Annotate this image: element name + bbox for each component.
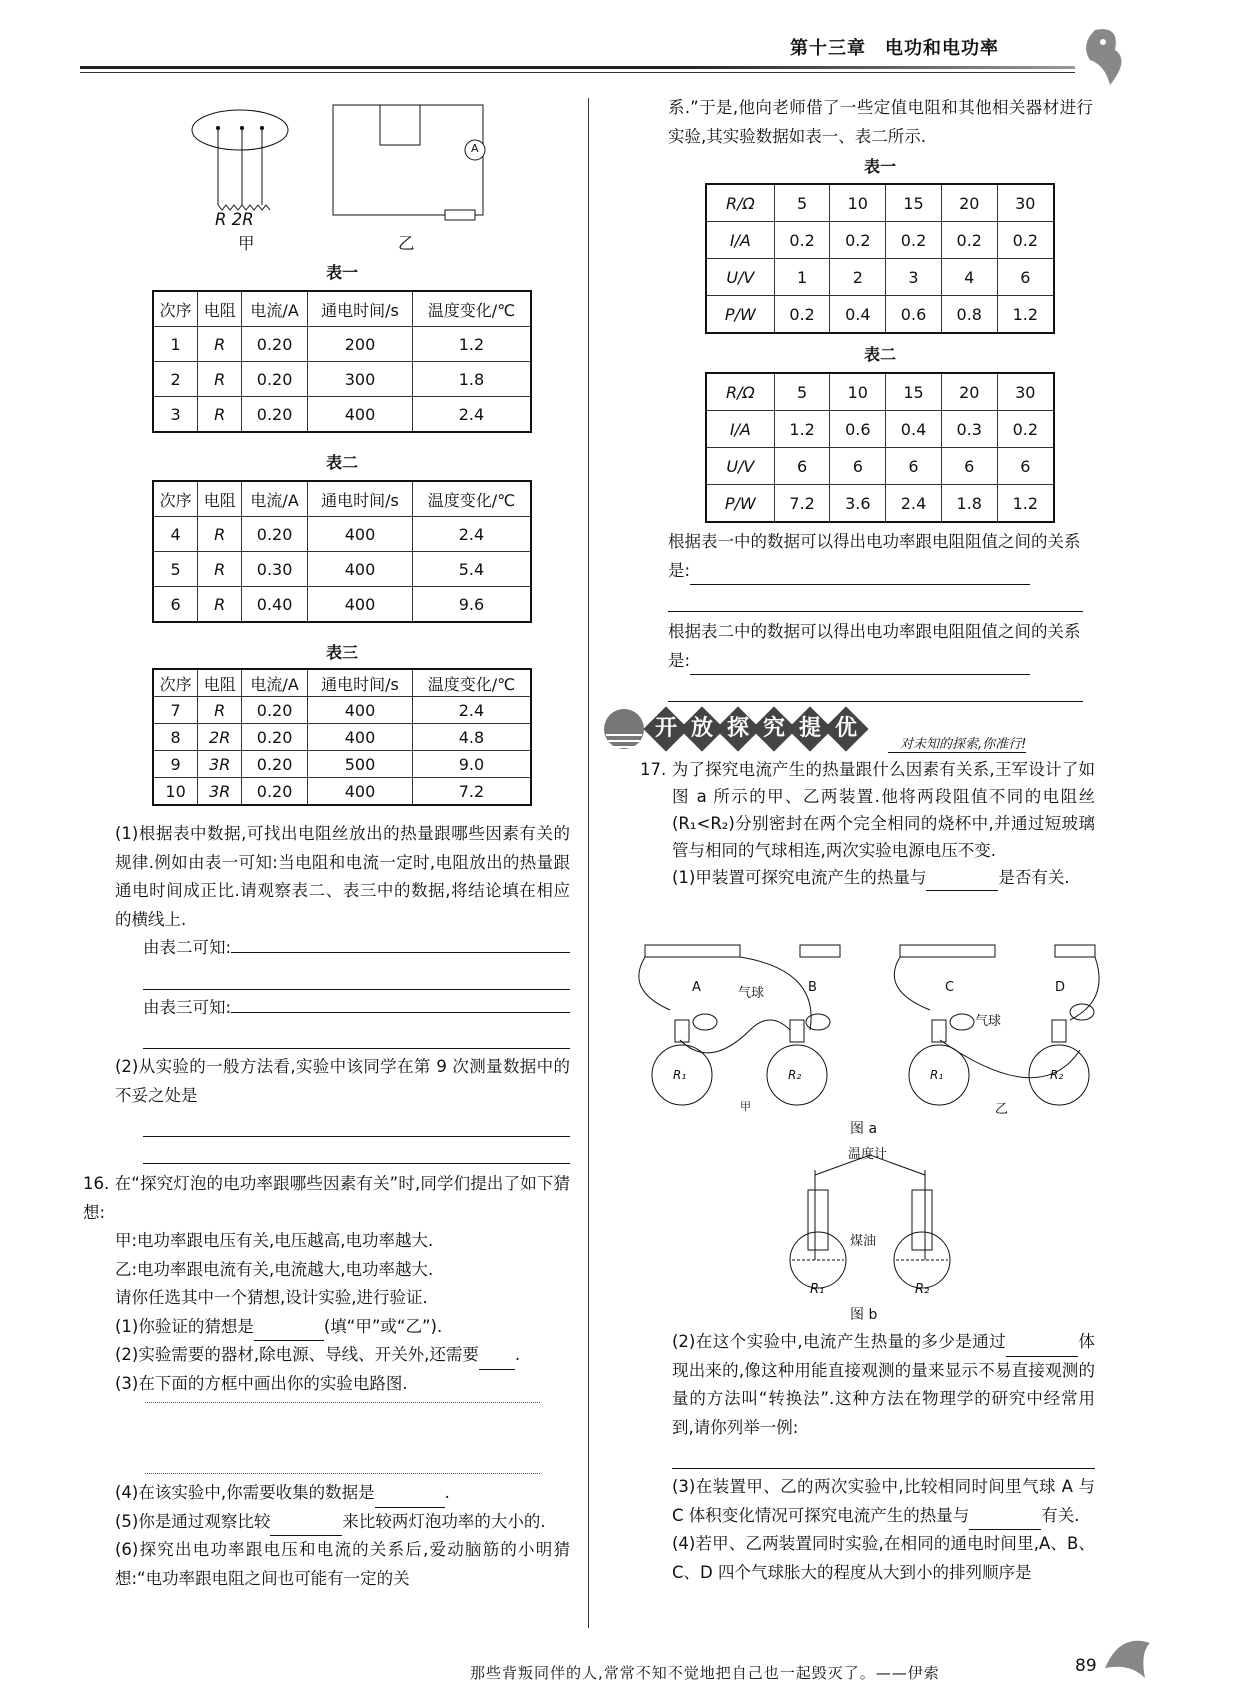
table-row [706,184,1054,222]
label-thermometer: 温度计 [848,1147,888,1162]
table-header-row [153,291,531,327]
table-cell: 0.20 [242,397,308,433]
q17-2-text: (2)在这个实验中,电流产生热量的多少是通过 [672,1332,1007,1351]
table-cell: 电阻 [198,291,242,327]
dolphin-footer-icon [1100,1628,1160,1683]
table-cell: 20 [941,373,997,411]
table-2 [152,480,532,623]
table-cell: 2.4 [886,485,942,523]
table-cell: 1.2 [997,296,1054,334]
table-cell: 2R [198,724,242,751]
banner-subtitle: 对未知的探索,你准行! [888,733,1026,753]
answer-blank[interactable] [375,1489,445,1508]
table-cell: 9.6 [412,587,531,623]
table-cell: 0.4 [830,296,886,334]
label-B: B [808,980,817,995]
table-row [706,448,1054,485]
table-cell: 400 [307,397,412,433]
label-jia: 甲 [740,1100,751,1113]
table-cell: 4.8 [412,724,531,751]
table-cell: 1.2 [412,327,531,362]
table-power-constant-current [705,183,1055,334]
answer-blank[interactable] [254,1322,324,1341]
table-cell: 电阻 [198,481,242,517]
answer-blank[interactable] [1006,1338,1078,1357]
table-cell: 9 [153,751,198,778]
table-cell: 1.8 [941,485,997,523]
ammeter-label: A [471,142,479,155]
table3-caption: 表三 [325,643,358,662]
table-cell: 0.3 [941,411,997,448]
banner-char: 提 [787,706,832,751]
table-cell: 0.6 [886,296,942,334]
left-questions: (1)根据表中数据,可找出电阻丝放出的热量跟哪些因素有关的规律.例如由表一可知:当电阻和电流一定时,电阻放出的热量跟通电时间成正比.请观察表二、表三中的数据,将结论填在相应的横线上. 由表二可知: 由表三可知: (2)从实验的一般方法看,实验中该同学在第 9 次测量数据中的不妥之处是 16. 在“探究灯泡的电功率跟哪些因素有关”时,同学们提出了如下猜想: 甲:电功率跟电压有关,电压越高,电功率越大. 乙:电功率跟电流有关,电流越大,电功率越大. 请你任选其中一个猜想,设计实验,进行验证. (1)你验证的猜想是 (填“甲”或“乙”). (2)实验需要的器材,除电源、导线、开关外,还需要 . (3)在下面的方框中画出你的实验电路图. (4)在该实验中,你需要收集的数据是 . (5)你是通过观察比较 来比较两灯泡功率的大小的. (6)探究出电功率跟电压和电流的关系后,爱动脑筋的小明猜想:“电功率跟电阻之间也可能有一定的关 [115,820,570,1593]
table-cell: 0.2 [774,222,830,259]
table-cell: 6 [941,448,997,485]
q16-1-hint: (填“甲”或“乙”). [323,1316,443,1336]
table-cell: P/W [706,485,774,523]
table-cell: 电流/A [242,291,308,327]
q16-2-text: (2)实验需要的器材,除电源、导线、开关外,还需要 [115,1345,479,1364]
table-cell: 10 [830,373,886,411]
label-kerosene: 煤油 [850,1234,877,1249]
q17-4-text: (4)若甲、乙两装置同时实验,在相同的通电时间里,A、B、C、D 四个气球胀大的程度从大到小的排列顺序是 [672,1534,1095,1582]
table-cell: 1 [774,259,830,296]
table-cell: 30 [997,373,1054,411]
answer-blank[interactable] [143,1110,570,1137]
table-power-constant-voltage [705,372,1055,523]
table-cell: 0.6 [830,411,886,448]
figure-a-apparatus [620,930,1100,1120]
table1-caption: 表一 [325,263,358,282]
q15-part1: (1)根据表中数据,可找出电阻丝放出的热量跟哪些因素有关的规律.例如由表一可知:当电阻和电流一定时,电阻放出的热量跟通电时间成正比.请观察表二、表三中的数据,将结论填在相应的横线上. [115,824,570,929]
table-row [153,552,531,587]
q17-3-text-end: 有关. [1041,1505,1080,1525]
label-balloon-2: 气球 [975,1014,1002,1029]
answer-blank[interactable] [143,963,570,990]
answer-blank[interactable] [143,1137,570,1164]
footer-quote: 那些背叛同伴的人,常常不知不觉地把自己也一起毁灭了。——伊索 [470,1664,940,1682]
fig-jia-r-label: R 2R [215,210,254,229]
table-cell: 0.4 [886,411,942,448]
table-cell: 300 [307,362,412,397]
table-cell: 10 [153,778,198,806]
label-R2b: R₂ [1050,1068,1064,1082]
table-cell: 6 [886,448,942,485]
table-cell: R/Ω [706,184,774,222]
table-row [706,222,1054,259]
answer-blank[interactable] [479,1351,515,1370]
table-cell: 20 [941,184,997,222]
table-cell: 2 [830,259,886,296]
table-cell: 1.2 [997,485,1054,523]
table-cell: 6 [153,587,198,623]
table-cell: 3R [198,751,242,778]
q16-5-text-end: 来比较两灯泡功率的大小的. [342,1511,546,1531]
table-row [153,587,531,623]
table-cell: 0.20 [242,362,308,397]
table-cell: 电流/A [242,481,308,517]
table-cell: R [198,327,242,362]
table-cell: 3.6 [830,485,886,523]
table-row [153,778,531,806]
table-cell: 15 [886,184,942,222]
table-cell: 6 [997,259,1054,296]
answer-blank[interactable] [926,872,998,891]
conclusion-section [668,528,1093,702]
banner-char: 优 [823,706,868,751]
table-cell: 400 [307,587,412,623]
table-cell: 9.0 [412,751,531,778]
table-cell: 温度变化/℃ [412,669,531,697]
table-row [706,485,1054,523]
label-R2: R₂ [788,1068,802,1082]
table-cell: 10 [830,184,886,222]
table-cell: 400 [307,697,412,724]
q16-4-text: (4)在该实验中,你需要收集的数据是 [115,1483,375,1502]
table-cell: 电流/A [242,669,308,697]
label-R2-b: R₂ [915,1282,930,1297]
table-header-row [153,481,531,517]
table2-caption: 表二 [325,453,358,472]
table-cell: 6 [830,448,886,485]
conclusion-1: 根据表一中的数据可以得出电功率跟电阻阻值之间的关系是: [668,532,1081,580]
table-cell: R [198,397,242,433]
column-divider [588,98,589,1628]
table-cell: 次序 [153,669,198,697]
table-cell: 0.20 [242,517,308,552]
table-cell: 次序 [153,481,198,517]
q17-1-text-end: 是否有关. [998,868,1070,887]
table-row [153,697,531,724]
table-cell: 400 [307,517,412,552]
table-cell: 8 [153,724,198,751]
table-cell: R [198,362,242,397]
table-cell: 500 [307,751,412,778]
table-cell: 通电时间/s [307,669,412,697]
table-row [706,296,1054,334]
q17-parts [640,1328,1095,1587]
label-R1b: R₁ [930,1068,944,1082]
table-cell: R [198,587,242,623]
q16-instruction: 请你任选其中一个猜想,设计实验,进行验证. [115,1288,428,1307]
table-cell: 2 [153,362,198,397]
table-cell: U/V [706,259,774,296]
table-cell: 0.20 [242,778,308,806]
table-row [153,517,531,552]
table-cell: 7 [153,697,198,724]
circuit-figures [190,95,490,255]
table-cell: 5.4 [412,552,531,587]
table-cell: 200 [307,327,412,362]
q16-continuation: 系.”于是,他向老师借了一些定值电阻和其他相关器材进行实验,其实验数据如表一、表二所示. [668,98,1093,146]
table-cell: 0.40 [242,587,308,623]
answer-blank[interactable] [231,934,570,953]
table-cell: 温度变化/℃ [412,481,531,517]
banner-char: 究 [751,706,796,751]
table-cell: I/A [706,411,774,448]
table-cell: 0.20 [242,751,308,778]
table-row [153,397,531,433]
table-cell: I/A [706,222,774,259]
table-3 [152,668,532,806]
figure-b-caption: 图 b [850,1307,878,1323]
banner-char: 探 [715,706,760,751]
table-cell: 0.2 [941,222,997,259]
conclusion-2: 根据表二中的数据可以得出电功率跟电阻阻值之间的关系是: [668,622,1081,670]
table-row [153,751,531,778]
chapter-header: 第十三章 电功和电功率 [790,38,999,59]
table-cell: 0.2 [830,222,886,259]
q16-6-text: (6)探究出电功率跟电压和电流的关系后,爱动脑筋的小明猜想:“电功率跟电阻之间也可能有一定的关 [115,1540,570,1588]
table-cell: 0.30 [242,552,308,587]
figure-b-apparatus [780,1150,970,1290]
label-C: C [945,980,955,995]
q17-2-text-end: 体现出来的,像这种用能直接观测的量来显示不易直接观测的量的方法叫“转换法”.这种方法在物理学的研究中经常用到,请你列举一例: [672,1332,1096,1437]
table-cell: 0.20 [242,724,308,751]
guess-yi: 乙:电功率跟电流有关,电流越大,电功率越大. [115,1259,434,1279]
guess-jia: 甲:电功率跟电压有关,电压越高,电功率越大. [115,1231,434,1250]
table-cell: 0.20 [242,697,308,724]
table-cell: 7.2 [412,778,531,806]
label-balloon: 气球 [738,986,765,1001]
q16-3-text: (3)在下面的方框中画出你的实验电路图. [115,1373,408,1393]
q17-3-text: (3)在装置甲、乙的两次实验中,比较相同时间里气球 A 与 C 体积变化情况可探究电流产生的热量与 [672,1477,1095,1525]
table-cell: 400 [307,724,412,751]
answer-blank[interactable] [231,994,570,1013]
table-row [706,411,1054,448]
table-cell: 次序 [153,291,198,327]
header-rule-thin [80,72,1075,73]
label-D: D [1055,980,1066,995]
table-cell: 3 [153,397,198,433]
table-cell: 温度变化/℃ [412,291,531,327]
table-row [153,327,531,362]
tableB-caption: 表二 [863,345,896,364]
table-row [153,362,531,397]
label-A: A [692,980,701,995]
header-rule [80,66,1075,69]
fig-yi-label: 乙 [398,234,415,253]
q17-1-text: (1)甲装置可探究电流产生的热量与 [672,868,927,887]
table-cell: 0.2 [997,222,1054,259]
table-cell: 1 [153,327,198,362]
q15-table3-label: 由表三可知: [143,997,232,1017]
table-cell: R [198,697,242,724]
table-1 [152,290,532,433]
label-R1-b: R₁ [810,1282,825,1297]
table-cell: 0.20 [242,327,308,362]
table-cell: 6 [774,448,830,485]
table-cell: 4 [153,517,198,552]
q15-table2-label: 由表二可知: [143,938,232,957]
table-header-row [153,669,531,697]
q16-stem: 16. 在“探究灯泡的电功率跟哪些因素有关”时,同学们提出了如下猜想: [83,1174,570,1222]
q16-1-text: (1)你验证的猜想是 [115,1316,254,1336]
answer-blank[interactable] [690,656,1030,675]
table-cell: U/V [706,448,774,485]
q17-stem: 17. 为了探究电流产生的热量跟什么因素有关系,王军设计了如图 a 所示的甲、乙两装置.他将两段阻值不同的电阻丝(R₁<R₂)分别密封在两个完全相同的烧杯中,并通过短玻璃管与相同的气球相连,两次实验电源电压不变. [640,760,1095,860]
table-cell: 通电时间/s [307,291,412,327]
page-number: 89 [1075,1656,1097,1676]
table-cell: 1.2 [774,411,830,448]
label-yi: 乙 [995,1102,1009,1117]
figure-a-caption: 图 a [850,1121,878,1137]
table-cell: 2.4 [412,517,531,552]
table-row [706,259,1054,296]
table-cell: 0.2 [997,411,1054,448]
drawing-box[interactable] [145,1402,540,1473]
table-row [153,724,531,751]
answer-blank[interactable] [668,675,1083,702]
answer-blank[interactable] [270,1517,342,1536]
table-cell: 5 [774,184,830,222]
tableA-caption: 表一 [863,157,896,176]
table-cell: 0.8 [941,296,997,334]
table-cell: 2.4 [412,397,531,433]
table-cell: 400 [307,778,412,806]
table-cell: 3R [198,778,242,806]
table-cell: 电阻 [198,669,242,697]
table-cell: P/W [706,296,774,334]
table-cell: 15 [886,373,942,411]
answer-blank[interactable] [672,1442,1095,1469]
table-cell: 通电时间/s [307,481,412,517]
q17-section [640,756,1095,891]
table-cell: 400 [307,552,412,587]
table-cell: 5 [774,373,830,411]
table-cell: 3 [886,259,942,296]
table-cell: R [198,517,242,552]
table-cell: 5 [153,552,198,587]
q16-5-text: (5)你是通过观察比较 [115,1511,271,1531]
table-cell: R [198,552,242,587]
table-cell: 0.2 [774,296,830,334]
answer-blank[interactable] [690,566,1030,585]
table-cell: 7.2 [774,485,830,523]
banner-char: 放 [679,706,724,751]
table-row [706,373,1054,411]
spiral-shell-icon [600,705,648,753]
table-cell: 0.2 [886,222,942,259]
banner-char: 开 [643,706,688,751]
dolphin-mascot-icon [1075,20,1135,90]
answer-blank[interactable] [143,1022,570,1049]
table-cell: 6 [997,448,1054,485]
table-cell: 30 [997,184,1054,222]
q15-part2: (2)从实验的一般方法看,实验中该同学在第 9 次测量数据中的不妥之处是 [115,1057,570,1105]
answer-blank[interactable] [668,585,1083,612]
table-cell: 1.8 [412,362,531,397]
table-cell: R/Ω [706,373,774,411]
section-banner [600,705,1090,753]
fig-jia-label: 甲 [238,234,255,253]
answer-blank[interactable] [969,1511,1041,1530]
label-R1: R₁ [673,1068,687,1082]
table-cell: 4 [941,259,997,296]
table-cell: 2.4 [412,697,531,724]
